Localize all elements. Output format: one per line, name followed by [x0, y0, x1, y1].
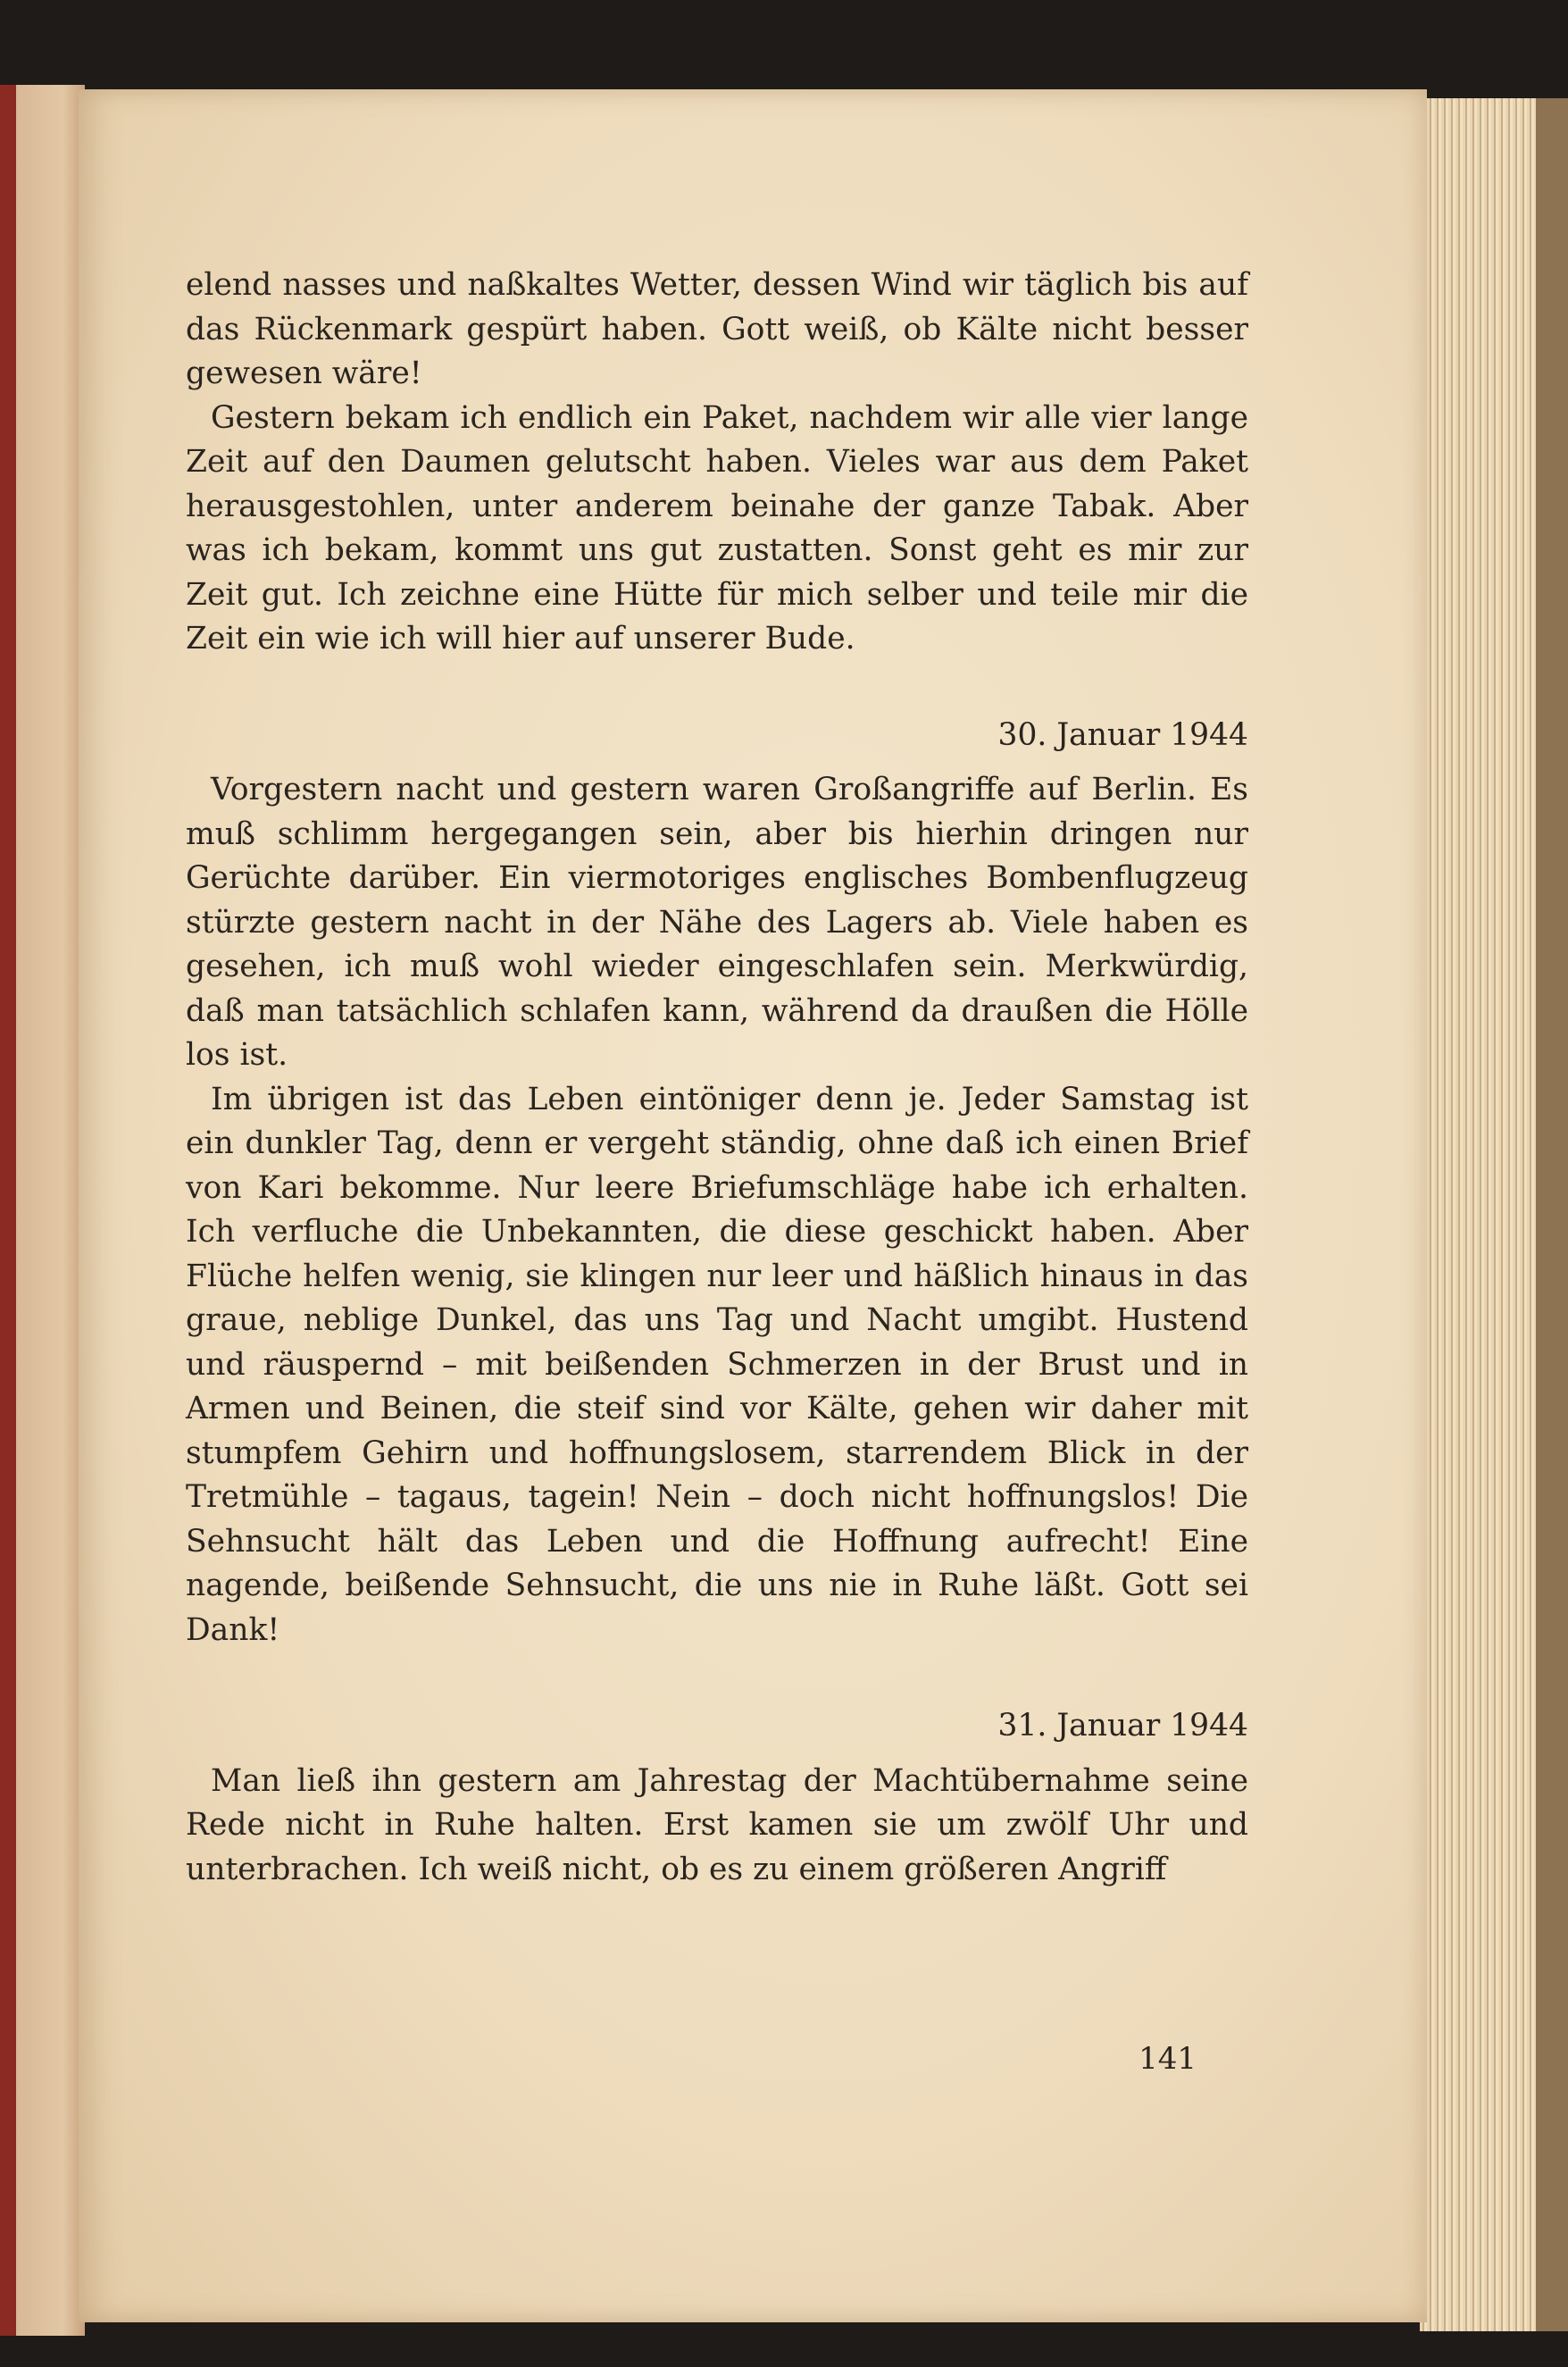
book-page	[79, 89, 1427, 2322]
page-text	[186, 263, 1248, 1892]
paragraph: Vorgestern nacht und gestern waren Großangriffe auf Berlin. Es muß schlimm hergegangen sein, aber bis hierhin dringen nur Gerüchte darüber. Ein viermotoriges englisches Bombenflugzeug stürzte gestern nacht in der Nähe des Lagers ab. Viele haben es gesehen, ich muß wohl wieder eingeschlafen sein. Merkwürdig, daß man tatsächlich schlafen kann, während da draußen die Hölle los ist.	[186, 772, 1248, 1073]
diary-date: 30. Januar 1944	[997, 716, 1248, 753]
paragraph: Im übrigen ist das Leben eintöniger denn je. Jeder Samstag ist ein dunkler Tag, denn er vergeht ständig, ohne daß ich einen Brief von Kari bekomme. Nur leere Briefumschläge habe ich erhalten. Ich verfluche die Unbekannten, die diese geschickt haben. Aber Flüche helfen wenig, sie klingen nur leer und häßlich hinaus in das graue, neblige Dunkel, das uns Tag und Nacht umgibt. Hustend und räuspernd – mit beißenden Schmerzen in der Brust und in Armen und Beinen, die steif sind vor Kälte, gehen wir daher mit stumpfem Gehirn und hoffnungslosem, starrendem Blick in der Tretmühle – tagaus, tagein! Nein – doch nicht hoffnungslos! Die Sehnsucht hält das Leben und die Hoffnung aufrecht! Eine nagende, beißende Sehnsucht, die uns nie in Ruhe läßt. Gott sei Dank!	[186, 1081, 1248, 1648]
paragraph: Gestern bekam ich endlich ein Paket, nachdem wir alle vier lange Zeit auf den Daumen gelutscht haben. Vieles war aus dem Paket herausgestohlen, unter anderem beinahe der ganze Tabak. Aber was ich bekam, kommt uns gut zustatten. Sonst geht es mir zur Zeit gut. Ich zeichne eine Hütte für mich selber und teile mir die Zeit ein wie ich will hier auf unserer Bude.	[186, 399, 1248, 657]
paragraph: Man ließ ihn gestern am Jahrestag der Machtübernahme seine Rede nicht in Ruhe halten. Erst kamen sie um zwölf Uhr und unterbrachen. Ich weiß nicht, ob es zu einem größeren Angriff	[186, 1762, 1248, 1887]
paragraph: elend nasses und naßkaltes Wetter, dessen Wind wir täglich bis auf das Rückenmark gespürt haben. Gott weiß, ob Kälte nicht besser gewesen wäre!	[186, 267, 1248, 391]
book-binding	[0, 85, 16, 2336]
page-number: 141	[1138, 2041, 1197, 2077]
page-stack-edge	[1420, 98, 1550, 2331]
book-cover-edge	[1536, 98, 1568, 2331]
diary-date: 31. Januar 1944	[997, 1708, 1248, 1744]
